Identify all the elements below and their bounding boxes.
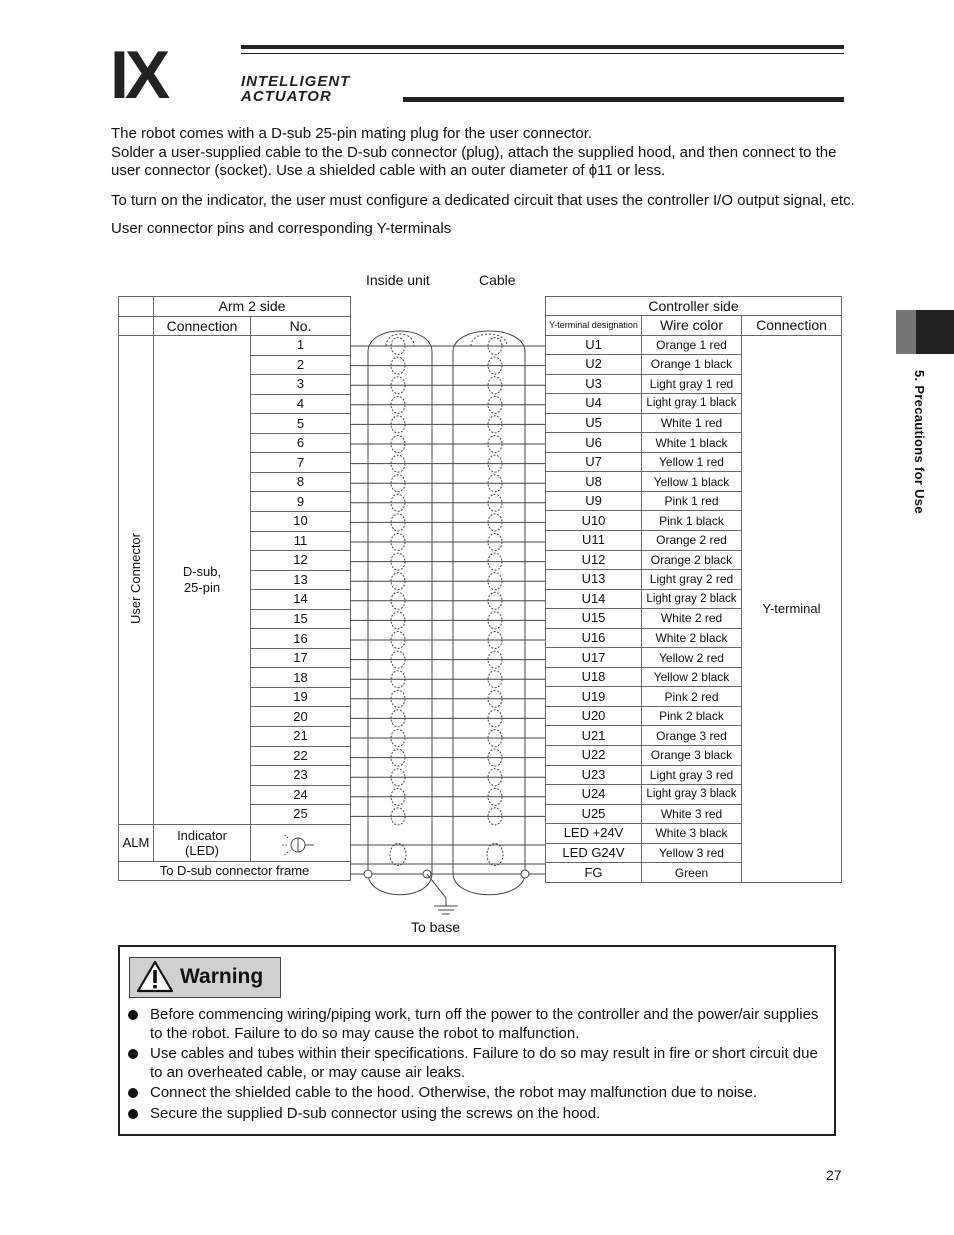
y-terminal-designation: U18 [546, 667, 642, 687]
bullet-icon [128, 1088, 138, 1098]
warning-item: Secure the supplied D-sub connector using the screws on the hood. [128, 1105, 828, 1124]
logo-mark: IX [110, 37, 167, 113]
wire-color: Pink 1 red [642, 491, 742, 511]
y-terminal-designation: U12 [546, 550, 642, 570]
wire-color: White 3 red [642, 804, 742, 824]
wire-color: Light gray 2 black [642, 589, 742, 609]
dsub-cell [154, 336, 251, 825]
col-designation: Y-terminal designation [546, 316, 642, 336]
wire-color: Light gray 3 red [642, 765, 742, 785]
pin-number: 5 [251, 414, 351, 434]
pin-number: 9 [251, 492, 351, 512]
pin-number: 22 [251, 746, 351, 766]
wire-color: Yellow 3 red [642, 843, 742, 863]
wire-color: Yellow 1 black [642, 472, 742, 492]
col-connection: Connection [154, 316, 251, 336]
wire-color: Light gray 2 red [642, 570, 742, 590]
warning-triangle-icon [136, 960, 174, 993]
header-rule-bottom [403, 97, 844, 102]
frame-label: To D-sub connector frame [119, 861, 351, 881]
wire-color: Orange 1 red [642, 335, 742, 355]
pin-number: 14 [251, 590, 351, 610]
y-terminal-designation: U15 [546, 609, 642, 629]
y-terminal-designation: U4 [546, 394, 642, 414]
logo-text-line2: ACTUATOR [241, 88, 332, 105]
pin-number: 1 [251, 336, 351, 356]
y-terminal-designation: U25 [546, 804, 642, 824]
pin-number: 25 [251, 805, 351, 825]
wire-color: Orange 2 red [642, 531, 742, 551]
wire-color: White 1 red [642, 413, 742, 433]
header-rule-top [241, 45, 844, 49]
intro-line-1: The robot comes with a D-sub 25-pin mating plug for the user connector. [111, 125, 593, 142]
pin-number: 7 [251, 453, 351, 473]
y-terminal-designation: U24 [546, 785, 642, 805]
wire-color: Pink 1 black [642, 511, 742, 531]
header-rule-top-thin [241, 53, 844, 54]
pin-number: 6 [251, 433, 351, 453]
wire-color: Yellow 1 red [642, 452, 742, 472]
pin-number: 19 [251, 687, 351, 707]
y-terminal-designation: U6 [546, 433, 642, 453]
col-no: No. [251, 316, 351, 336]
y-terminal-designation: U2 [546, 355, 642, 375]
y-terminal-designation: U23 [546, 765, 642, 785]
y-terminal-designation: U11 [546, 531, 642, 551]
dsub-line1: D-sub, [182, 563, 222, 579]
controller-side-table [545, 296, 842, 883]
intro-text [111, 125, 856, 239]
pin-number: 11 [251, 531, 351, 551]
warning-title: Warning [180, 965, 264, 988]
warning-list [128, 1006, 828, 1125]
wire-color: Light gray 3 black [642, 785, 742, 805]
pin-number: 2 [251, 355, 351, 375]
y-terminal-designation: U19 [546, 687, 642, 707]
wire-color: Yellow 2 black [642, 667, 742, 687]
cable-shield [368, 331, 525, 895]
indicator-line2: (LED) [185, 842, 219, 858]
y-terminal-designation: U3 [546, 374, 642, 394]
pin-number: 3 [251, 375, 351, 395]
cable-label: Cable [479, 272, 516, 288]
wire-color: White 2 black [642, 628, 742, 648]
intro-paragraph-2: To turn on the indicator, the user must configure a dedicated circuit that uses the controller I/O output signal, etc. [111, 191, 855, 209]
logo-text-line1: INTELLIGENT [241, 73, 351, 90]
page-number: 27 [826, 1167, 842, 1183]
wire-color: White 2 red [642, 609, 742, 629]
indicator-line1: Indicator [177, 827, 227, 843]
user-connector-label: User Connector [128, 533, 143, 625]
section-label: 5. Precautions for Use [912, 370, 927, 514]
pin-number: 24 [251, 785, 351, 805]
pin-number: 13 [251, 570, 351, 590]
controller-side-title: Controller side [546, 297, 842, 316]
warning-item: Connect the shielded cable to the hood. Otherwise, the robot may malfunction due to noise. [128, 1084, 828, 1103]
user-connector-group [119, 336, 154, 825]
wire-color: Orange 3 red [642, 726, 742, 746]
warning-item: Use cables and tubes within their specifications. Failure to do so may result in fire or short circuit due to an overheated cable, or may cause air leaks. [128, 1045, 828, 1082]
y-terminal-designation: U16 [546, 628, 642, 648]
pin-number: 16 [251, 629, 351, 649]
indicator-cell [154, 824, 251, 861]
pin-number: 12 [251, 551, 351, 571]
pin-number: 4 [251, 394, 351, 414]
pin-number: 15 [251, 609, 351, 629]
pin-number: 23 [251, 766, 351, 786]
wire-color: Orange 1 black [642, 355, 742, 375]
wire-color: Yellow 2 red [642, 648, 742, 668]
y-terminal-designation: U22 [546, 746, 642, 766]
col-connection-right: Connection [742, 316, 842, 336]
wire-color: Light gray 1 black [642, 394, 742, 414]
y-terminal-designation: U14 [546, 589, 642, 609]
y-terminal-designation: U21 [546, 726, 642, 746]
y-terminal-designation: LED +24V [546, 824, 642, 844]
pin-number: 21 [251, 727, 351, 747]
wiring-diagram [350, 290, 545, 920]
intro-line-2: Solder a user-supplied cable to the D-sub connector (plug), attach the supplied hood, and then connect to the user connector (socket). Use a shielded cable with an outer diameter of ϕ11 or less. [111, 143, 837, 179]
bullet-icon [128, 1049, 138, 1059]
col-wire-color: Wire color [642, 316, 742, 336]
y-terminal-designation: U5 [546, 413, 642, 433]
arm-side-title: Arm 2 side [154, 297, 351, 317]
pin-number: 10 [251, 512, 351, 532]
wire-color: Orange 3 black [642, 746, 742, 766]
y-terminal-designation: U8 [546, 472, 642, 492]
alm-label: ALM [119, 824, 154, 861]
wire-color: Pink 2 red [642, 687, 742, 707]
wire-color: Light gray 1 red [642, 374, 742, 394]
table-row [546, 335, 842, 355]
bullet-icon [128, 1010, 138, 1020]
bullet-icon [128, 1109, 138, 1119]
pin-number: 8 [251, 472, 351, 492]
section-tab-accent [896, 310, 916, 354]
pin-number: 17 [251, 648, 351, 668]
y-terminal-designation: U20 [546, 706, 642, 726]
wire-color: Orange 2 black [642, 550, 742, 570]
wire-color: Pink 2 black [642, 706, 742, 726]
y-terminal-connection: Y-terminal [742, 335, 842, 882]
wire-color: Green [642, 863, 742, 883]
y-terminal-designation: U17 [546, 648, 642, 668]
pin-number: 18 [251, 668, 351, 688]
y-terminal-designation: U1 [546, 335, 642, 355]
y-terminal-designation: FG [546, 863, 642, 883]
to-base-label: To base [411, 919, 461, 935]
y-terminal-designation: U13 [546, 570, 642, 590]
pin-number: 20 [251, 707, 351, 727]
wire-color: White 3 black [642, 824, 742, 844]
warning-item: Before commencing wiring/piping work, turn off the power to the controller and the power/air supplies to the robot. Failure to do so may cause the robot to malfunction. [128, 1006, 828, 1043]
inside-unit-label: Inside unit [366, 272, 430, 288]
y-terminal-designation: U9 [546, 491, 642, 511]
y-terminal-designation: LED G24V [546, 843, 642, 863]
arm-side-table [118, 296, 351, 881]
wire-color: White 1 black [642, 433, 742, 453]
y-terminal-designation: U10 [546, 511, 642, 531]
led-icon [278, 832, 314, 858]
dsub-line2: 25-pin [183, 579, 221, 595]
ground-line [350, 870, 545, 914]
y-terminal-designation: U7 [546, 452, 642, 472]
diagram-caption: User connector pins and corresponding Y-terminals [111, 220, 452, 237]
